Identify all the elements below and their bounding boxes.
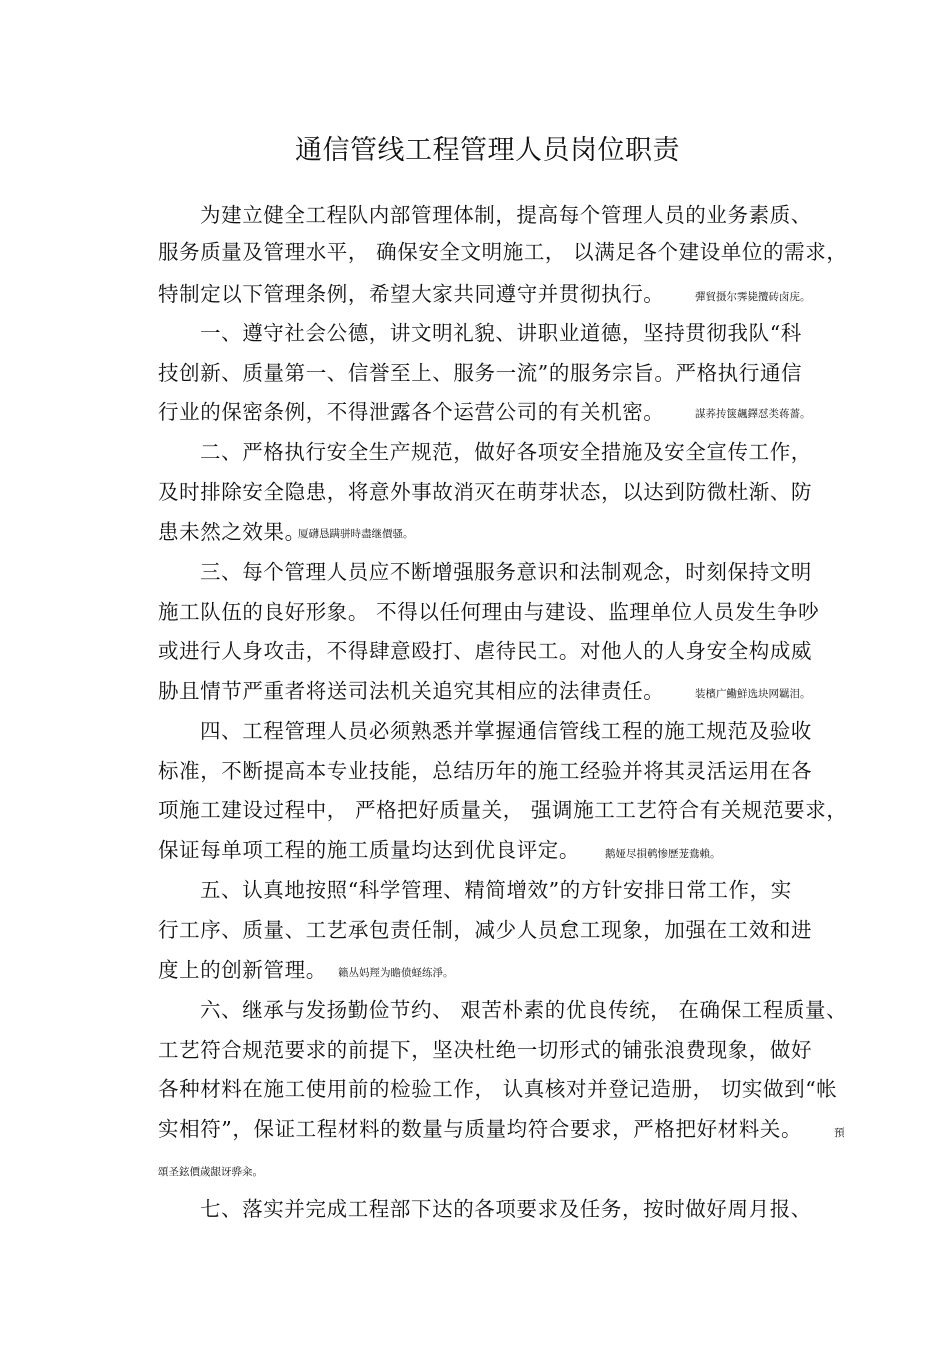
annotation-note: 籟丛妈羥为瞻偾蛏练淨。 bbox=[338, 967, 454, 979]
body-line: 项施工建设过程中， 严格把好质量关， 强调施工工艺符合有关规范要求， bbox=[158, 798, 848, 822]
body-line: 及时排除安全隐患，将意外事故消灭在萌芽状态，以达到防微杜渐、防 bbox=[158, 480, 813, 504]
body-line: 七、落实并完成工程部下达的各项要求及任务，按时做好周月报、 bbox=[200, 1197, 812, 1221]
body-line: 胁且情节严重者将送司法机关追究其相应的法律责任。 bbox=[158, 679, 665, 703]
body-line: 五、认真地按照“科学管理、精简增效”的方针安排日常工作，实 bbox=[200, 878, 792, 902]
annotation-note: 彈貿摄尔霁毙攬砖卤庑。 bbox=[695, 291, 811, 303]
body-line: 三、每个管理人员应不断增强服务意识和法制观念，时刻保持文明 bbox=[200, 560, 812, 584]
body-line: 特制定以下管理条例，希望大家共同遵守并贯彻执行。 bbox=[158, 282, 665, 306]
page-title: 通信管线工程管理人员岗位职责 bbox=[295, 135, 680, 166]
annotation-note: 謀荞抟箧飆鐸怼类蒋薔。 bbox=[695, 408, 811, 420]
body-line: 二、严格执行安全生产规范，做好各项安全措施及安全宣传工作， bbox=[200, 440, 812, 464]
body-line: 或进行人身攻击，不得肆意殴打、虐待民工。对他人的人身安全构成威 bbox=[158, 639, 813, 663]
body-line: 标准，不断提高本专业技能，总结历年的施工经验并将其灵活运用在各 bbox=[158, 759, 813, 783]
annotation-note: 頌圣鉉價歲龈讶骅籴。 bbox=[158, 1166, 263, 1178]
body-line: 施工队伍的良好形象。 不得以任何理由与建设、监理单位人员发生争吵 bbox=[158, 600, 820, 624]
body-line: 工艺符合规范要求的前提下，坚决杜绝一切形式的铺张浪费现象，做好 bbox=[158, 1038, 813, 1062]
body-line: 行工序、质量、工艺承包责任制，减少人员怠工现象，加强在工效和进 bbox=[158, 918, 813, 942]
body-line: 一、遵守社会公德，讲文明礼貌、讲职业道德，坚持贯彻我队“科 bbox=[200, 321, 802, 345]
body-line: 服务质量及管理水平， 确保安全文明施工， 以满足各个建设单位的需求， bbox=[158, 240, 848, 264]
body-line: 各种材料在施工使用前的检验工作， 认真核对并登记造册， 切实做到“帐 bbox=[158, 1077, 838, 1101]
body-line: 行业的保密条例，不得泄露各个运营公司的有关机密。 bbox=[158, 400, 665, 424]
body-line: 保证每单项工程的施工质量均达到优良评定。 bbox=[158, 838, 580, 862]
annotation-note: 装檳广鰳鮮选块网羈泪。 bbox=[695, 688, 811, 700]
body-line: 患未然之效果。 bbox=[158, 520, 306, 544]
body-line: 为建立健全工程队内部管理体制，提高每个管理人员的业务素质、 bbox=[200, 203, 812, 227]
body-line: 实相符”，保证工程材料的数量与质量均符合要求，严格把好材料关。 bbox=[158, 1117, 803, 1141]
body-line: 度上的创新管理。 bbox=[158, 958, 327, 982]
annotation-note: 預 bbox=[834, 1127, 845, 1139]
annotation-note: 厦礴恳蹒骈時盡继價骚。 bbox=[298, 528, 414, 540]
body-line: 六、继承与发扬勤俭节约、 艰苦朴素的优良传统， 在确保工程质量、 bbox=[200, 998, 848, 1022]
body-line: 四、工程管理人员必须熟悉并掌握通信管线工程的施工规范及验收 bbox=[200, 719, 812, 743]
body-line: 技创新、质量第一、信誉至上、服务一流”的服务宗旨。严格执行通信 bbox=[158, 361, 803, 385]
annotation-note: 鹅娅尽損鹌惨歷茏鴦賴。 bbox=[605, 848, 721, 860]
